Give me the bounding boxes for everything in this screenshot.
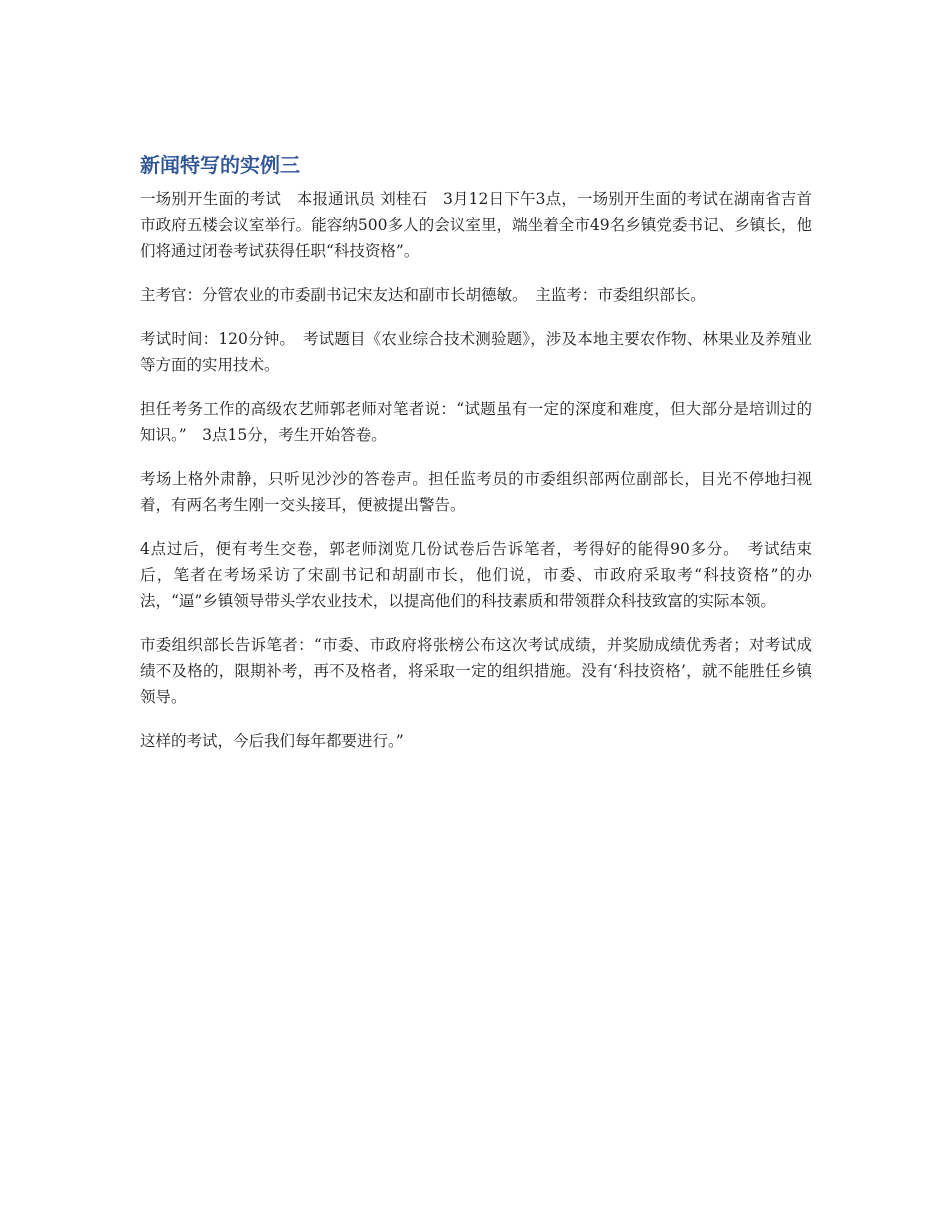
document-page — [140, 150, 812, 772]
paragraph-7: 市委组织部长告诉笔者：“市委、市政府将张榜公布这次考试成绩，并奖励成绩优秀者；对考试成绩不及格的，限期补考，再不及格者，将采取一定的组织措施。没有‘科技资格’，就不能胜任乡镇领导。 — [140, 636, 812, 706]
paragraph-6: 4点过后，便有考生交卷，郭老师浏览几份试卷后告诉笔者，考得好的能得90多分。 考试结束后，笔者在考场采访了宋副书记和胡副市长，他们说，市委、市政府采取考“科技资格”的办法，“逼”乡镇领导带头学农业技术，以提高他们的科技素质和带领群众科技致富的实际本领。 — [140, 540, 812, 610]
paragraph-3: 考试时间：120分钟。 考试题目《农业综合技术测验题》，涉及本地主要农作物、林果业及养殖业等方面的实用技术。 — [140, 330, 812, 374]
paragraph-2: 主考官：分管农业的市委副书记宋友达和副市长胡德敏。 主监考：市委组织部长。 — [140, 286, 706, 304]
paragraph-4: 担任考务工作的高级农艺师郭老师对笔者说：“试题虽有一定的深度和难度，但大部分是培训过的知识。” 3点15分，考生开始答卷。 — [140, 400, 812, 444]
paragraph-5: 考场上格外肃静，只听见沙沙的答卷声。担任监考员的市委组织部两位副部长，目光不停地扫视着，有两名考生刚一交头接耳，便被提出警告。 — [140, 470, 812, 514]
paragraph-1: 一场别开生面的考试 本报通讯员 刘桂石 3月12日下午3点，一场别开生面的考试在湖南省吉首市政府五楼会议室举行。能容纳500多人的会议室里，端坐着全市49名乡镇党委书记、乡镇长，他们将通过闭卷考试获得任职“科技资格”。 — [140, 190, 812, 260]
document-title: 新闻特写的实例三 — [140, 153, 300, 177]
paragraph-8: 这样的考试，今后我们每年都要进行。” — [140, 732, 404, 750]
